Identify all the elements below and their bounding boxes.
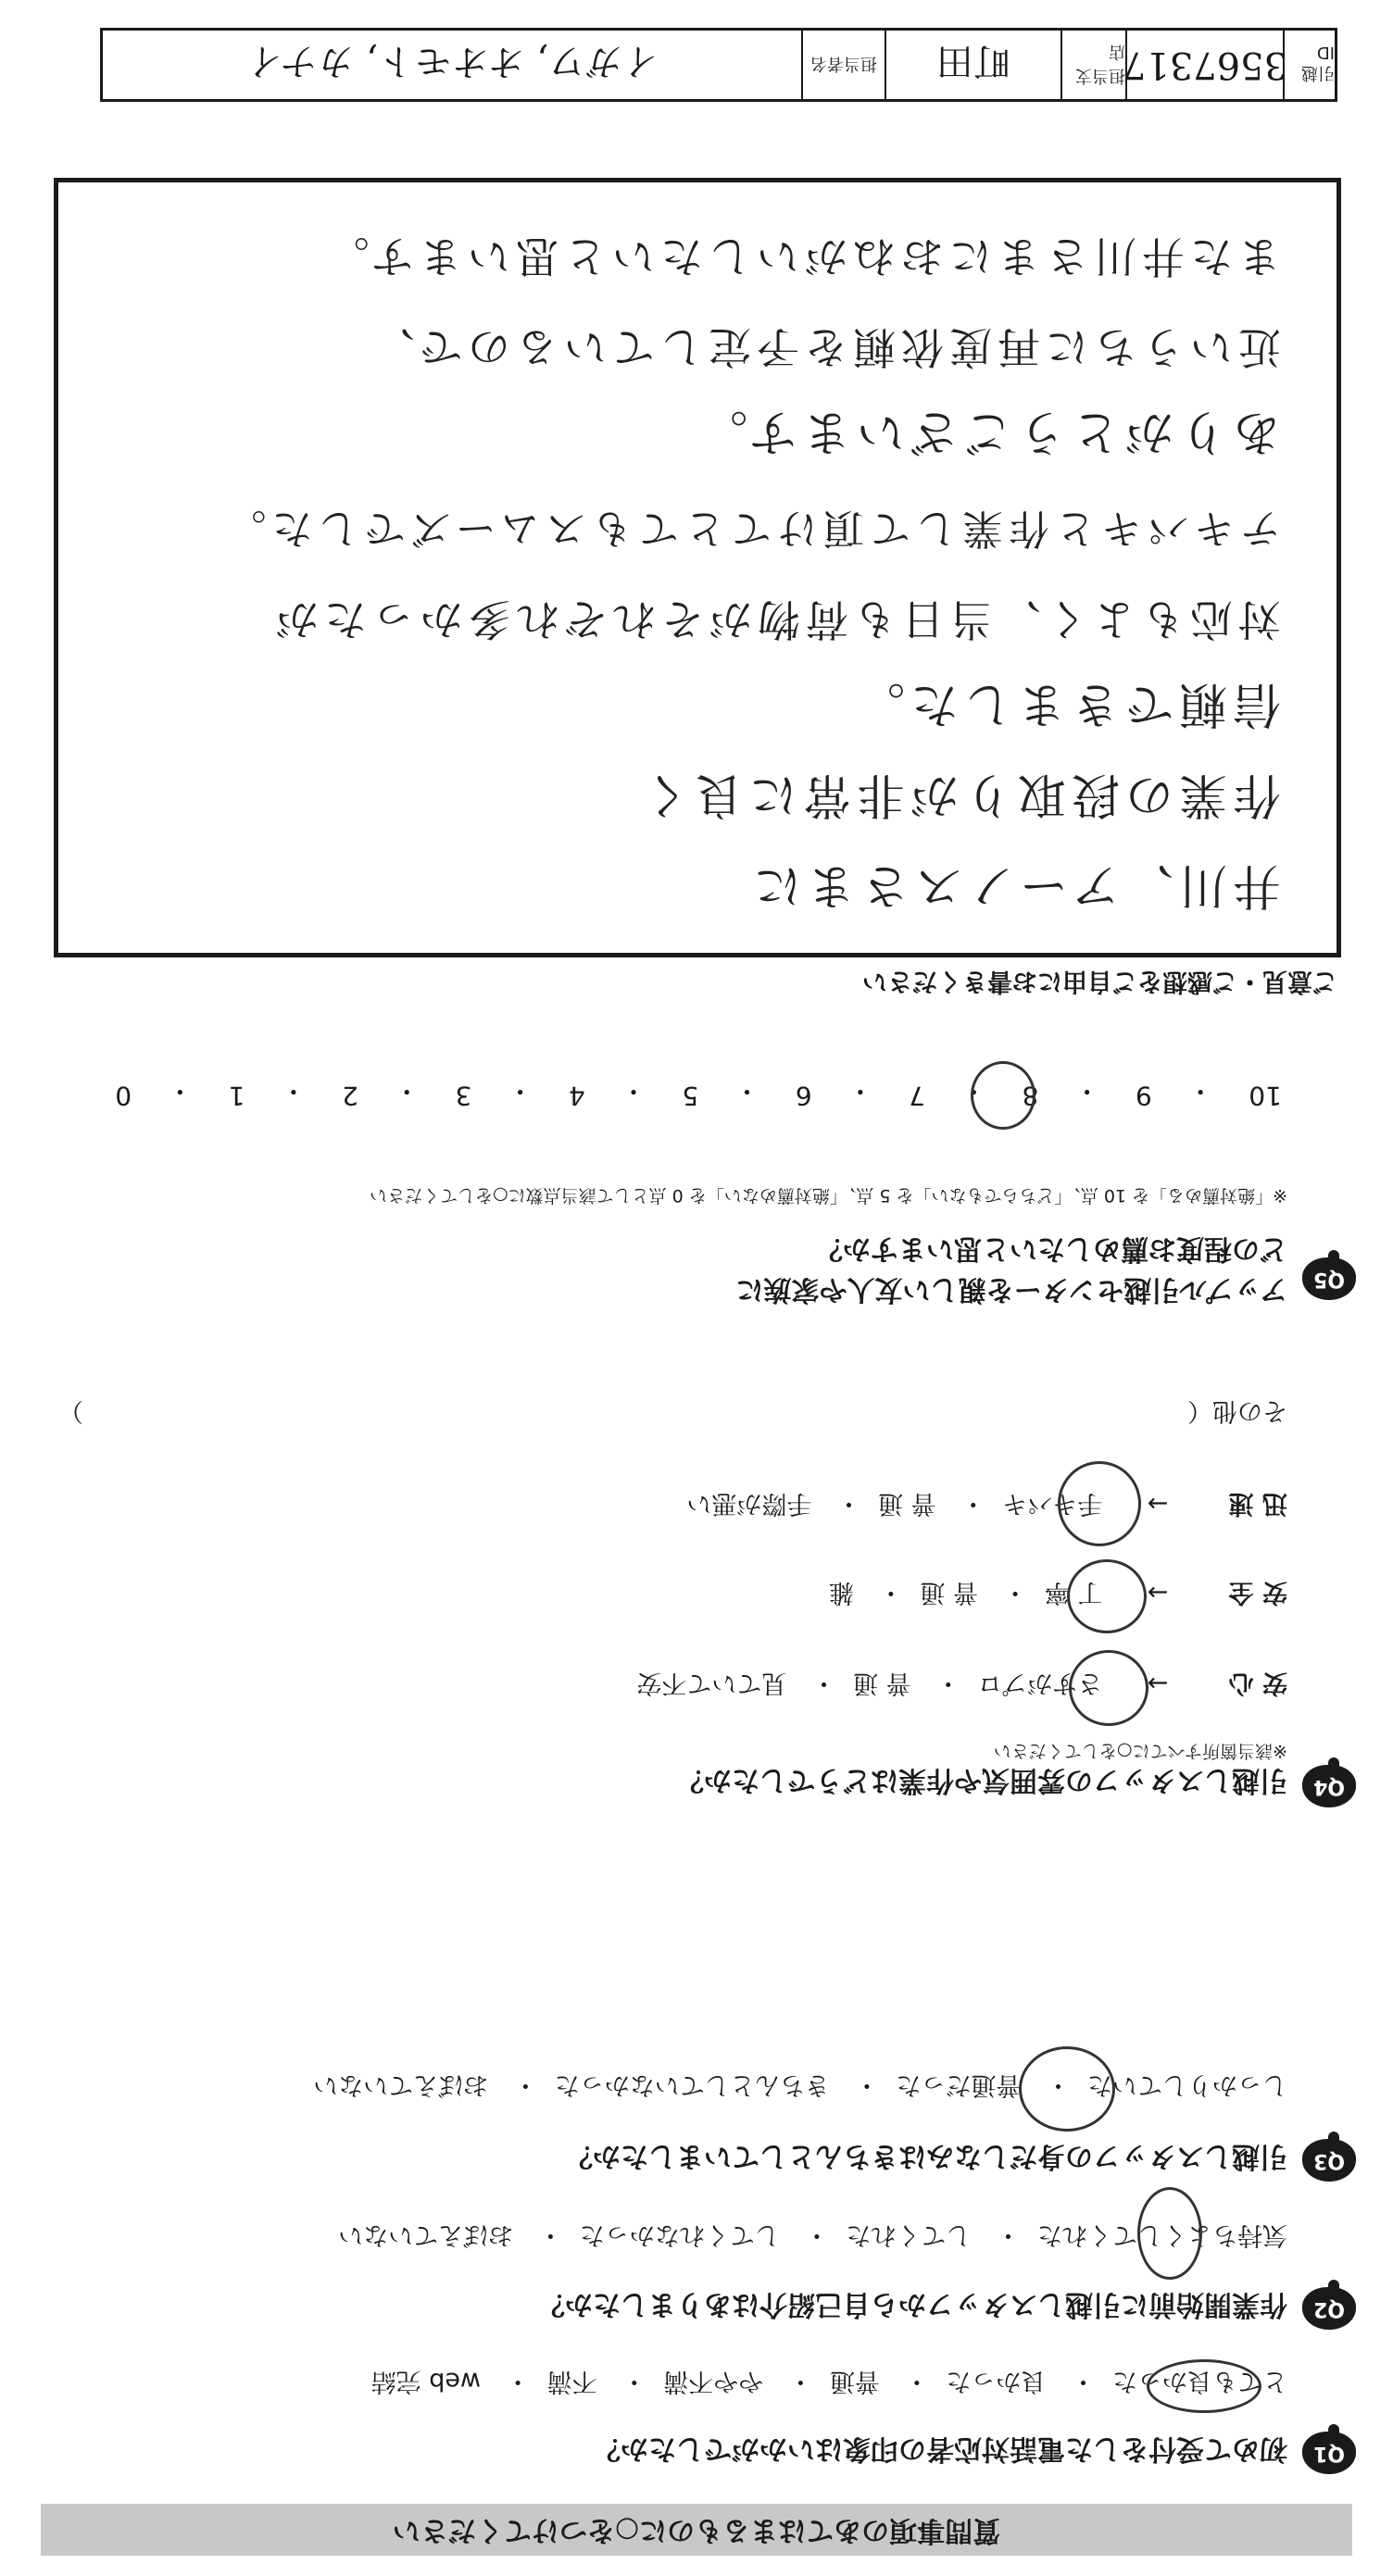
q4-other-close: ） bbox=[58, 1396, 83, 1425]
score-8[interactable]: 8 bbox=[1022, 1081, 1039, 1111]
branch-label: 担当支店 bbox=[1060, 31, 1125, 99]
arrow-icon: → bbox=[1147, 1489, 1169, 1518]
q4-text: 引越しスタッフの雰囲気や作業はどうでしたか？ bbox=[676, 1764, 1287, 1796]
move-id-label: 引越 ID bbox=[1283, 31, 1335, 99]
q2-options: 気持ちよくしてくれた・ してくれた・ してくれなかった・ おぼえていない bbox=[338, 2220, 1287, 2256]
comment-line-6: ありがとうございます。 bbox=[694, 404, 1281, 459]
comment-line-1: 井川、アーノスさまに bbox=[747, 857, 1281, 913]
q1-badge: Q1 bbox=[1302, 2432, 1356, 2474]
q5-note: ※「絶対薦める」を 10 点、「どちらでもない」を 5 点、「絶対薦めない」を 0 点として該当点数に○をしてください bbox=[370, 1185, 1287, 1206]
comment-box[interactable] bbox=[54, 178, 1341, 957]
score-6[interactable]: 6 bbox=[795, 1081, 812, 1111]
q1-options: とても良かった・ 良かった・ 普通・ やや不満・ 不満・ web 完結 bbox=[371, 2366, 1287, 2402]
q5-answer-circle bbox=[971, 1061, 1035, 1130]
score-2[interactable]: 2 bbox=[342, 1081, 358, 1111]
comment-line-8: また井川さまにおねがいしたいと思います。 bbox=[320, 231, 1281, 281]
q3-options: しっかりしていた・ 普通だった・ きちんとしていなかった・ おぼえていない bbox=[313, 2070, 1287, 2106]
q1-option-5[interactable]: 不満 bbox=[546, 2367, 597, 2395]
q2-text: 作業開始前に引越しスタッフから自己紹介はありましたか？ bbox=[537, 2288, 1287, 2320]
q2-option-2[interactable]: してくれた bbox=[846, 2220, 972, 2249]
arrow-icon: → bbox=[1147, 1578, 1169, 1607]
q4-row-label: 安 心 bbox=[1228, 1669, 1287, 1697]
q4-other bbox=[58, 1395, 1287, 1432]
staff-info-table bbox=[100, 28, 1337, 102]
q5-badge: Q5 bbox=[1302, 1257, 1356, 1300]
q5-text-line2: どの程度お薦めしたいと思いますか？ bbox=[815, 1232, 1287, 1265]
q3-option-3[interactable]: きちんとしていなかった bbox=[554, 2070, 830, 2099]
q4-row-anshin: 安 心 → さすがプロ・ 普 通・ 見ていて不安 bbox=[636, 1668, 1287, 1704]
score-0[interactable]: 0 bbox=[115, 1081, 132, 1111]
q1-option-6[interactable]: web 完結 bbox=[370, 2367, 482, 2395]
q4-jinsoku-option-2[interactable]: 普 通 bbox=[878, 1489, 936, 1518]
staff-value: イガワ, オオモト, カナイ bbox=[245, 40, 659, 83]
q1-option-3[interactable]: 普通 bbox=[829, 2367, 880, 2395]
q4-badge: Q4 bbox=[1302, 1765, 1356, 1807]
arrow-icon: → bbox=[1147, 1669, 1169, 1697]
q4-anshin-option-1[interactable]: さすがプロ bbox=[977, 1669, 1103, 1697]
q2-option-4[interactable]: おぼえていない bbox=[338, 2220, 514, 2249]
comment-line-3: 信頼できました。 bbox=[850, 676, 1281, 732]
staff-label: 担当者名 bbox=[801, 31, 885, 99]
q4-row-label: 安 全 bbox=[1228, 1578, 1287, 1607]
q1-answer-circle bbox=[1147, 2359, 1261, 2413]
score-9[interactable]: 9 bbox=[1135, 1081, 1152, 1111]
q2-option-1[interactable]: 気持ちよくしてくれた bbox=[1037, 2220, 1287, 2249]
q3-option-1[interactable]: しっかりしていた bbox=[1087, 2070, 1287, 2099]
q4-jinsoku-answer-circle bbox=[1058, 1461, 1141, 1546]
q5-score-scale: 10 ・ 9 ・ 8 ・ 7 ・ 6 ・ 5 ・ 4 ・ 3 ・ 2 ・ 1 ・ 0 bbox=[115, 1076, 1282, 1111]
q4-row-anzen: 安 全 → 丁 寧・ 普 通・ 雑 bbox=[829, 1577, 1287, 1613]
comment-line-5: テキパキと作業して頂けてとてもスムーズでした。 bbox=[220, 505, 1281, 552]
q1-text: 初めて受付をした電話対応者の印象はいかがでしたか？ bbox=[593, 2432, 1287, 2465]
q2-answer-circle bbox=[1137, 2187, 1202, 2280]
q4-anzen-option-3[interactable]: 雑 bbox=[828, 1578, 854, 1607]
q4-jinsoku-option-1[interactable]: 手キパキ bbox=[1002, 1489, 1103, 1518]
q3-text: 引越しスタッフの身だしなみはきちんとしていましたか？ bbox=[565, 2140, 1287, 2172]
q4-anshin-option-3[interactable]: 見ていて不安 bbox=[636, 1669, 787, 1697]
q4-row-jinsoku: 迅 速 → 手キパキ・ 普 通・ 手際が悪い bbox=[686, 1488, 1287, 1524]
q4-jinsoku-option-3[interactable]: 手際が悪い bbox=[686, 1489, 812, 1518]
comment-line-2: 作業の段取りが非常に良く bbox=[635, 767, 1281, 822]
comment-heading: ご意見・ご感想をご自由にお書きください bbox=[862, 967, 1337, 995]
instruction-banner: 質問事項のあてはまるものに○をつけてください bbox=[41, 2504, 1352, 2556]
q5-text-line1: アップル引越センターを親しい友人や家族に bbox=[735, 1273, 1287, 1306]
q4-note: ※該当箇所すべてに○をしてください bbox=[993, 1741, 1287, 1761]
score-7[interactable]: 7 bbox=[909, 1081, 925, 1111]
score-4[interactable]: 4 bbox=[568, 1081, 585, 1111]
q3-option-4[interactable]: おぼえていない bbox=[313, 2070, 489, 2099]
move-id-value: 3567317 bbox=[1125, 31, 1283, 99]
q1-option-2[interactable]: 良かった bbox=[946, 2367, 1047, 2395]
comment-line-7: 近いうちに再度依頼を予定しているので、 bbox=[366, 322, 1281, 372]
q4-anzen-option-2[interactable]: 普 通 bbox=[920, 1578, 978, 1607]
q2-badge: Q2 bbox=[1302, 2287, 1356, 2330]
score-3[interactable]: 3 bbox=[455, 1081, 472, 1111]
branch-value: 町田 bbox=[885, 31, 1060, 99]
score-10[interactable]: 10 bbox=[1249, 1081, 1282, 1111]
q4-anshin-option-2[interactable]: 普 通 bbox=[853, 1669, 911, 1697]
q3-option-2[interactable]: 普通だった bbox=[896, 2070, 1022, 2099]
q4-anzen-option-1[interactable]: 丁 寧 bbox=[1044, 1578, 1103, 1607]
q3-badge: Q3 bbox=[1302, 2139, 1356, 2182]
q4-other-label[interactable]: その他（ bbox=[1187, 1396, 1287, 1425]
q4-anzen-answer-circle bbox=[1067, 1559, 1147, 1633]
q1-option-4[interactable]: やや不満 bbox=[663, 2367, 764, 2395]
q2-option-3[interactable]: してくれなかった bbox=[579, 2220, 780, 2249]
q4-row-label: 迅 速 bbox=[1228, 1489, 1287, 1518]
score-1[interactable]: 1 bbox=[228, 1081, 245, 1111]
q4-anshin-answer-circle bbox=[1069, 1650, 1148, 1726]
score-5[interactable]: 5 bbox=[682, 1081, 699, 1111]
comment-line-4: 対応もよく、当日も荷物がそれぞれ多かったが bbox=[270, 594, 1281, 644]
q3-answer-circle bbox=[1019, 2046, 1115, 2132]
q1-option-1[interactable]: とても良かった bbox=[1112, 2367, 1287, 2395]
